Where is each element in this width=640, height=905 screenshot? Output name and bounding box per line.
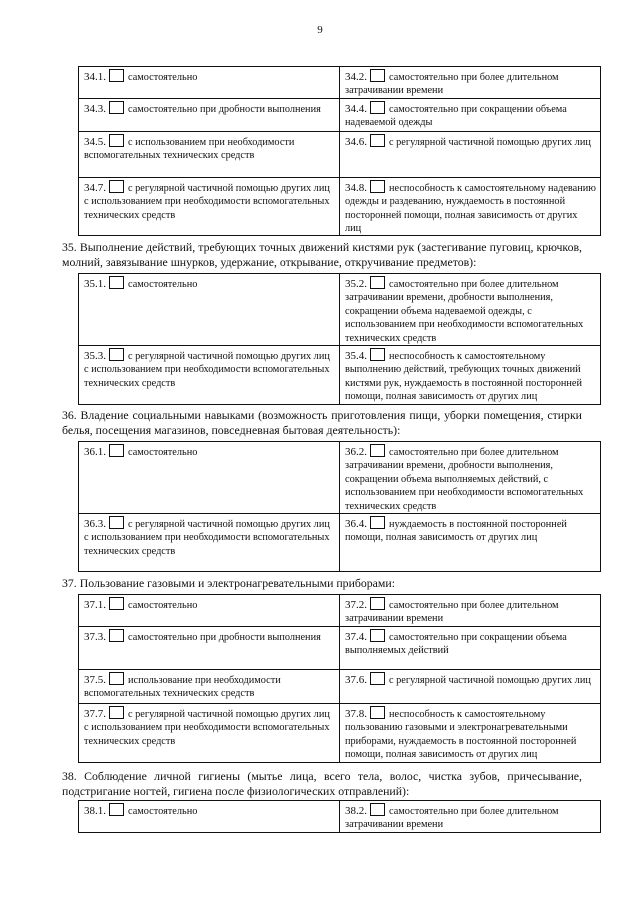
checkbox[interactable]: [109, 706, 124, 719]
checkbox[interactable]: [370, 180, 385, 193]
option-cell: [340, 442, 601, 514]
option-number: 36.3.: [84, 518, 106, 531]
option-number: 37.1.: [84, 599, 106, 611]
option-cell: [79, 274, 340, 346]
option-cell: [79, 626, 340, 669]
option-cell: [79, 346, 340, 405]
checkbox[interactable]: [370, 516, 385, 529]
option-number: 36.2.: [345, 446, 367, 458]
checkbox[interactable]: [370, 444, 385, 457]
checkbox[interactable]: [370, 672, 385, 685]
option-cell: [79, 442, 340, 514]
checkbox[interactable]: [109, 672, 124, 685]
option-cell: [340, 626, 601, 669]
option-label: с регулярной частичной помощью других лиц: [389, 136, 591, 148]
checkbox[interactable]: [109, 134, 124, 147]
option-cell: [340, 131, 601, 177]
checkbox[interactable]: [370, 597, 385, 610]
option-cell: [79, 98, 340, 131]
option-number: 34.3.: [84, 102, 106, 115]
option-label: самостоятельно при более длительном затрачивании времени: [345, 72, 559, 97]
option-label: самостоятельно: [128, 806, 198, 817]
option-number: 35.3.: [84, 350, 106, 363]
option-number: 37.8.: [345, 707, 367, 720]
option-number: 36.4.: [345, 518, 367, 531]
option-cell: [340, 67, 601, 99]
option-cell: [79, 131, 340, 177]
checkbox[interactable]: [370, 134, 385, 147]
option-cell: [340, 595, 601, 627]
checkbox[interactable]: [370, 629, 385, 642]
option-number: 35.2.: [345, 278, 367, 290]
checkbox[interactable]: [109, 276, 124, 289]
option-cell: [79, 595, 340, 627]
option-label: самостоятельно при более длительном затрачивании времени, дробности выполнения, сокращении объема надеваемой одежды, с использованием при необходимости вспомогательных технических средств: [345, 279, 584, 344]
checkbox[interactable]: [370, 276, 385, 289]
option-number: 34.5.: [84, 135, 106, 148]
option-number: 36.1.: [84, 446, 106, 458]
section-heading-37: 37. Пользование газовыми и электронагревательными приборами:: [62, 576, 395, 590]
option-label: с регулярной частичной помощью других лиц: [389, 674, 591, 686]
option-number: 34.8.: [345, 181, 367, 194]
checkbox[interactable]: [109, 444, 124, 457]
option-number: 37.2.: [345, 599, 367, 611]
option-number: 38.2.: [345, 805, 367, 817]
section-heading-35: 35. Выполнение действий, требующих точных движений кистями рук (застегивание пуговиц, крючков, молний, завязывание шнурков, удержание, открывание, откручивание предметов):: [62, 240, 582, 269]
option-label: самостоятельно при более длительном затрачивании времени: [345, 600, 559, 625]
option-number: 35.4.: [345, 350, 367, 363]
option-label: самостоятельно при более длительном затрачивании времени, дробности выполнения, сокращении объема выполняемых действий, с использованием при необходимости вспомогательных технических средств: [345, 447, 584, 512]
option-cell: [79, 669, 340, 703]
checkbox[interactable]: [109, 629, 124, 642]
option-label: использование при необходимости вспомогательных технических средств: [84, 674, 281, 700]
checkbox[interactable]: [370, 101, 385, 114]
option-cell: [79, 67, 340, 99]
option-label: с регулярной частичной помощью других лиц с использованием при необходимости вспомогательных технических средств: [84, 708, 330, 747]
checkbox[interactable]: [109, 101, 124, 114]
option-cell: [79, 703, 340, 762]
option-label: с регулярной частичной помощью других лиц с использованием при необходимости вспомогательных технических средств: [84, 351, 330, 389]
option-label: самостоятельно при более длительном затрачивании времени: [345, 806, 559, 831]
option-number: 37.4.: [345, 630, 367, 643]
option-number: 38.1.: [84, 805, 106, 817]
form-table-38: [78, 800, 601, 833]
checkbox[interactable]: [370, 69, 385, 82]
option-cell: [340, 514, 601, 572]
option-number: 37.3.: [84, 630, 106, 643]
option-number: 34.4.: [345, 102, 367, 115]
option-number: 35.1.: [84, 278, 106, 290]
option-number: 34.1.: [84, 71, 106, 83]
option-label: самостоятельно: [128, 72, 198, 83]
form-table-36: [78, 441, 601, 572]
option-number: 34.2.: [345, 71, 367, 83]
option-label: самостоятельно: [128, 447, 198, 458]
option-label: самостоятельно при дробности выполнения: [128, 631, 321, 643]
checkbox[interactable]: [109, 348, 124, 361]
option-label: с регулярной частичной помощью других лиц с использованием при необходимости вспомогательных технических средств: [84, 182, 330, 221]
option-label: самостоятельно при сокращении объема выполняемых действий: [345, 631, 567, 657]
form-table-34: [78, 66, 601, 236]
option-label: самостоятельно при дробности выполнения: [128, 103, 321, 115]
option-cell: [79, 801, 340, 833]
page-number: 9: [317, 24, 323, 36]
option-cell: [340, 346, 601, 405]
option-cell: [340, 703, 601, 762]
option-number: 34.6.: [345, 135, 367, 148]
checkbox[interactable]: [109, 516, 124, 529]
option-label: самостоятельно при сокращении объема надеваемой одежды: [345, 103, 567, 129]
option-label: с регулярной частичной помощью других лиц с использованием при необходимости вспомогательных технических средств: [84, 519, 330, 557]
option-label: неспособность к самостоятельному выполнению действий, требующих точных движений кистями рук, нуждаемость в постоянной посторонней помощи, полная зависимость от других лиц: [345, 351, 582, 403]
option-cell: [340, 801, 601, 833]
option-label: самостоятельно: [128, 600, 198, 611]
option-number: 37.6.: [345, 673, 367, 686]
option-cell: [340, 669, 601, 703]
checkbox[interactable]: [109, 803, 124, 816]
checkbox[interactable]: [370, 803, 385, 816]
option-number: 37.5.: [84, 673, 106, 686]
checkbox[interactable]: [109, 597, 124, 610]
checkbox[interactable]: [109, 69, 124, 82]
option-number: 34.7.: [84, 181, 106, 194]
option-label: нуждаемость в постоянной посторонней помощи, полная зависимость от других лиц: [345, 519, 567, 544]
option-label: неспособность к самостоятельному пользованию газовыми и электронагревательными приборами, нуждаемость в постоянной посторонней помощи, полная зависимость от других лиц: [345, 708, 577, 761]
checkbox[interactable]: [370, 348, 385, 361]
checkbox[interactable]: [109, 180, 124, 193]
checkbox[interactable]: [370, 706, 385, 719]
option-label: неспособность к самостоятельному надеванию одежды и раздеванию, нуждаемость в постоянной посторонней помощи, полная зависимость от других лиц: [345, 182, 596, 235]
form-table-35: [78, 273, 601, 405]
option-cell: [340, 274, 601, 346]
option-cell: [79, 177, 340, 236]
option-label: с использованием при необходимости вспомогательных технических средств: [84, 136, 295, 162]
option-cell: [79, 514, 340, 572]
form-table-37: [78, 594, 601, 763]
section-heading-38: 38. Соблюдение личной гигиены (мытье лица, всего тела, волос, чистка зубов, причесывание, подстригание ногтей, гигиена после физиологических отправлений):: [62, 769, 582, 798]
section-heading-36: 36. Владение социальными навыками (возможность приготовления пищи, уборки помещения, стирки белья, посещения магазинов, повседневная бытовая деятельность):: [62, 408, 582, 437]
option-label: самостоятельно: [128, 279, 198, 290]
option-cell: [340, 177, 601, 236]
option-cell: [340, 98, 601, 131]
option-number: 37.7.: [84, 707, 106, 720]
